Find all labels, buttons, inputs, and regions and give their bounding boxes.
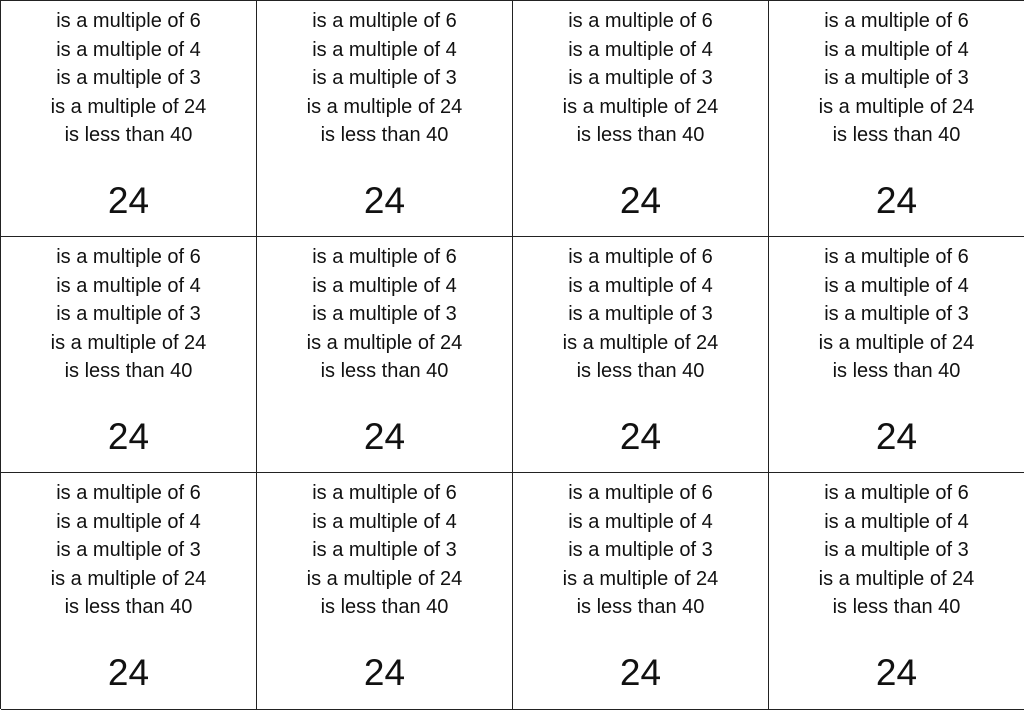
clue: is a multiple of 4	[568, 38, 713, 61]
clue: is less than 40	[320, 596, 449, 618]
clue: is less than 40	[832, 360, 961, 382]
clue: is less than 40	[64, 360, 193, 382]
answer-number: 24	[363, 416, 406, 457]
clue-list	[257, 243, 512, 386]
clue: is less than 40	[320, 124, 449, 146]
card	[513, 237, 769, 473]
clue: is a multiple of 6	[568, 10, 713, 32]
clue: is a multiple of 6	[312, 10, 457, 32]
clue-list	[1, 479, 256, 622]
answer-number: 24	[875, 652, 918, 693]
clue: is less than 40	[576, 360, 705, 382]
clue: is a multiple of 24	[50, 331, 207, 354]
clue: is a multiple of 3	[312, 539, 457, 561]
clue: is a multiple of 6	[568, 482, 713, 504]
clue-list	[1, 7, 256, 150]
card	[769, 1, 1024, 237]
clue: is a multiple of 4	[56, 510, 201, 533]
clue: is a multiple of 24	[306, 567, 463, 590]
clue: is a multiple of 4	[56, 38, 201, 61]
answer-number: 24	[363, 180, 406, 221]
answer-number: 24	[363, 652, 406, 693]
answer-number: 24	[107, 180, 150, 221]
card	[257, 237, 513, 473]
clue: is less than 40	[576, 124, 705, 146]
card	[1, 237, 257, 473]
clue: is a multiple of 24	[818, 567, 975, 590]
card	[513, 1, 769, 237]
clue: is a multiple of 3	[824, 539, 969, 561]
clue-list	[769, 7, 1024, 150]
clue: is a multiple of 3	[824, 67, 969, 89]
clue: is less than 40	[832, 124, 961, 146]
card	[257, 473, 513, 710]
answer-number: 24	[619, 416, 662, 457]
answer-number: 24	[875, 180, 918, 221]
clue: is a multiple of 6	[312, 246, 457, 268]
card	[513, 473, 769, 710]
clue-list	[769, 243, 1024, 386]
clue: is a multiple of 24	[818, 95, 975, 118]
clue-list	[257, 479, 512, 622]
clue: is a multiple of 3	[56, 67, 201, 89]
clue: is a multiple of 24	[50, 567, 207, 590]
clue: is a multiple of 3	[824, 303, 969, 325]
clue: is a multiple of 3	[56, 539, 201, 561]
clue: is a multiple of 6	[56, 246, 201, 268]
clue: is a multiple of 6	[824, 10, 969, 32]
clue: is a multiple of 4	[568, 274, 713, 297]
clue: is a multiple of 24	[818, 331, 975, 354]
clue: is a multiple of 4	[824, 38, 969, 61]
card	[769, 473, 1024, 710]
clue: is a multiple of 4	[824, 274, 969, 297]
card	[1, 473, 257, 710]
clue-list	[513, 243, 768, 386]
clue: is a multiple of 24	[306, 331, 463, 354]
clue: is a multiple of 6	[56, 10, 201, 32]
clue: is less than 40	[320, 360, 449, 382]
clue: is a multiple of 3	[312, 303, 457, 325]
clue-list	[513, 7, 768, 150]
clue: is a multiple of 3	[56, 303, 201, 325]
clue: is less than 40	[576, 596, 705, 618]
clue: is a multiple of 4	[824, 510, 969, 533]
clue: is a multiple of 4	[568, 510, 713, 533]
answer-number: 24	[619, 652, 662, 693]
card	[1, 1, 257, 237]
card	[769, 237, 1024, 473]
clue: is a multiple of 3	[568, 539, 713, 561]
clue-list	[513, 479, 768, 622]
clue: is a multiple of 24	[306, 95, 463, 118]
clue: is a multiple of 6	[568, 246, 713, 268]
clue: is less than 40	[64, 596, 193, 618]
answer-number: 24	[107, 652, 150, 693]
card	[257, 1, 513, 237]
clue: is a multiple of 24	[562, 95, 719, 118]
clue-list	[1, 243, 256, 386]
answer-number: 24	[619, 180, 662, 221]
clue: is a multiple of 3	[312, 67, 457, 89]
answer-number: 24	[107, 416, 150, 457]
clue: is a multiple of 6	[56, 482, 201, 504]
clue-list	[257, 7, 512, 150]
clue: is less than 40	[832, 596, 961, 618]
clue: is a multiple of 4	[312, 38, 457, 61]
clue-list	[769, 479, 1024, 622]
clue: is a multiple of 3	[568, 303, 713, 325]
clue: is a multiple of 4	[312, 274, 457, 297]
clue: is a multiple of 3	[568, 67, 713, 89]
clue: is less than 40	[64, 124, 193, 146]
clue: is a multiple of 6	[312, 482, 457, 504]
answer-number: 24	[875, 416, 918, 457]
clue: is a multiple of 24	[50, 95, 207, 118]
clue: is a multiple of 6	[824, 246, 969, 268]
clue: is a multiple of 24	[562, 567, 719, 590]
clue: is a multiple of 4	[56, 274, 201, 297]
clue: is a multiple of 6	[824, 482, 969, 504]
clue: is a multiple of 4	[312, 510, 457, 533]
clue: is a multiple of 24	[562, 331, 719, 354]
